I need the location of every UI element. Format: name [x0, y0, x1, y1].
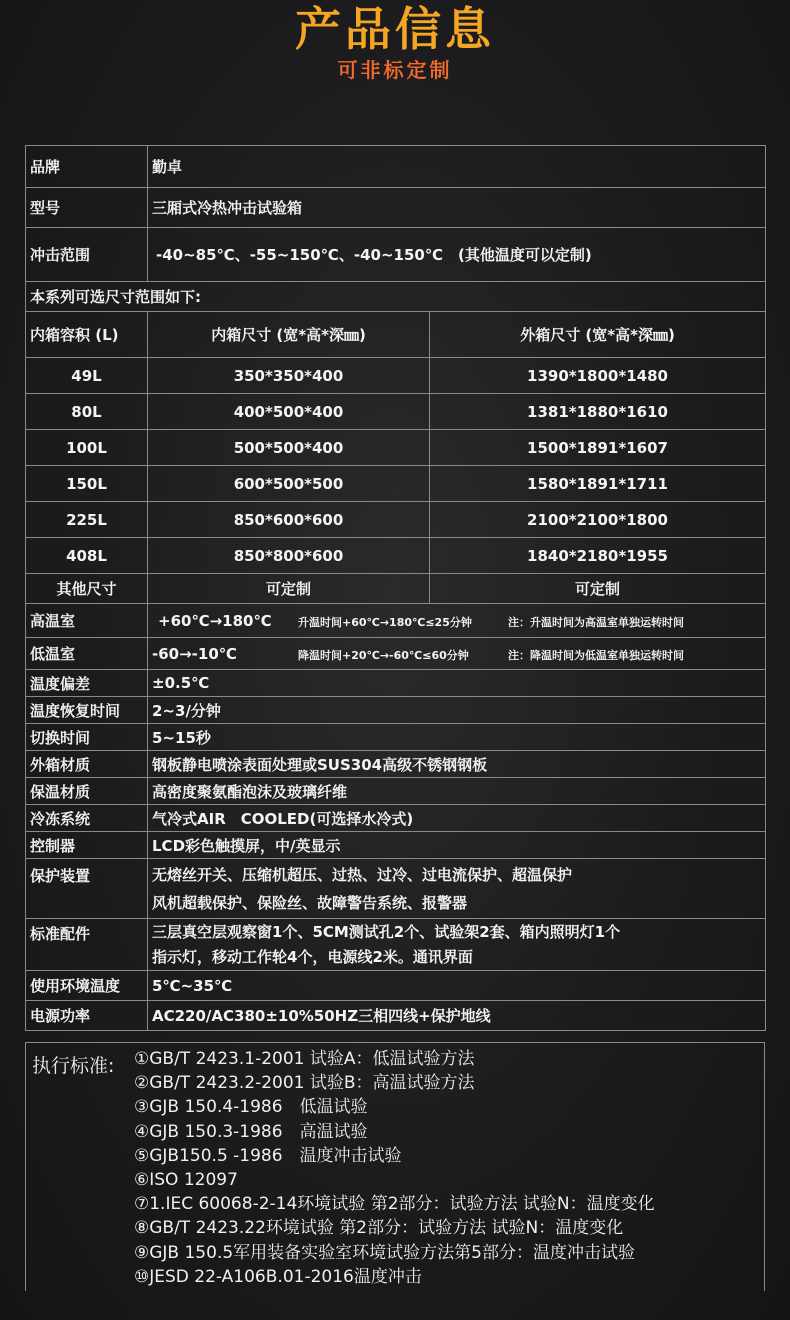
table-row: [26, 805, 766, 832]
model-label: 型号: [26, 188, 148, 228]
standard-item: ⑨GJB 150.5军用装备实验室环境试验方法第5部分：温度冲击试验: [134, 1242, 635, 1263]
param-label: 切换时间: [26, 724, 148, 751]
size-outer: 1580*1891*1711: [430, 466, 766, 502]
table-row: [26, 502, 766, 538]
param-label: 温度恢复时间: [26, 697, 148, 724]
standard-item: ⑧GB/T 2423.22环境试验 第2部分：试验方法 试验N：温度变化: [134, 1218, 624, 1239]
size-header-outer: 外箱尺寸 (宽*高*深㎜): [430, 312, 766, 358]
table-row: [26, 638, 766, 670]
size-inner: 850*600*600: [148, 502, 430, 538]
high-chamber-note: 注：升温时间为高温室单独运转时间: [508, 615, 684, 629]
size-volume: 150L: [26, 466, 148, 502]
size-inner: 500*500*400: [148, 430, 430, 466]
table-row: [26, 1001, 766, 1031]
brand-label: 品牌: [26, 146, 148, 188]
size-volume: 100L: [26, 430, 148, 466]
param-value: LCD彩色触摸屏，中/英显示: [148, 832, 766, 859]
page-subtitle: 可非标定制: [337, 58, 453, 82]
size-volume: 225L: [26, 502, 148, 538]
table-row: [26, 832, 766, 859]
protection-line-1: 无熔丝开关、压缩机超压、过热、过冷、过电流保护、超温保护: [152, 865, 573, 884]
standards-section: [25, 1042, 765, 1291]
low-chamber-value: [148, 638, 766, 670]
range-label: 冲击范围: [26, 228, 148, 282]
low-chamber-rate: 降温时间+20℃→-60℃≤60分钟: [298, 648, 469, 662]
table-row: [26, 971, 766, 1001]
environment-value: 5℃~35℃: [148, 971, 766, 1001]
param-value: 气冷式AIR COOLED(可选择水冷式): [148, 805, 766, 832]
series-note: 本系列可选尺寸范围如下:: [26, 282, 766, 312]
accessories-label: 标准配件: [26, 919, 148, 971]
size-outer: 1500*1891*1607: [430, 430, 766, 466]
standard-item: ①GB/T 2423.1-2001 试验A：低温试验方法: [134, 1049, 475, 1069]
page-title: 产品信息: [295, 2, 495, 56]
brand-value: 勤卓: [148, 146, 766, 188]
size-outer: 1390*1800*1480: [430, 358, 766, 394]
size-volume: 49L: [26, 358, 148, 394]
low-chamber-label: 低温室: [26, 638, 148, 670]
table-row: [26, 751, 766, 778]
param-value: ±0.5℃: [148, 670, 766, 697]
table-row: [26, 859, 766, 919]
standard-item: ⑥ISO 12097: [134, 1170, 238, 1191]
size-header-row: [26, 312, 766, 358]
param-label: 温度偏差: [26, 670, 148, 697]
size-inner: 400*500*400: [148, 394, 430, 430]
range-value: -40~85℃、-55~150℃、-40~150℃ (其他温度可以定制): [148, 228, 766, 282]
size-outer: 1381*1880*1610: [430, 394, 766, 430]
standard-item: ⑤GJB150.5 -1986 温度冲击试验: [134, 1145, 402, 1166]
power-value: AC220/AC380±10%50HZ三相四线+保护地线: [148, 1001, 766, 1031]
table-row: [26, 188, 766, 228]
accessories-line-2: 指示灯，移动工作轮4个，电源线2米。通讯界面: [152, 947, 473, 966]
high-chamber-label: 高温室: [26, 604, 148, 638]
standard-item: ④GJB 150.3-1986 高温试验: [134, 1121, 368, 1142]
table-row: [26, 574, 766, 604]
high-chamber-range: +60℃→180℃: [158, 611, 272, 630]
param-label: 保温材质: [26, 778, 148, 805]
param-label: 冷冻系统: [26, 805, 148, 832]
table-row: [26, 282, 766, 312]
low-chamber-note: 注：降温时间为低温室单独运转时间: [508, 648, 684, 662]
param-value: 2~3/分钟: [148, 697, 766, 724]
power-label: 电源功率: [26, 1001, 148, 1031]
size-inner: 350*350*400: [148, 358, 430, 394]
size-inner: 850*800*600: [148, 538, 430, 574]
table-row: [26, 146, 766, 188]
size-header-volume: 内箱容积 (L): [26, 312, 148, 358]
size-outer: 2100*2100*1800: [430, 502, 766, 538]
spec-table: [25, 145, 766, 1031]
high-chamber-value: [148, 604, 766, 638]
table-row: [26, 394, 766, 430]
table-row: [26, 697, 766, 724]
size-outer: 可定制: [430, 574, 766, 604]
standards-label: 执行标准:: [32, 1055, 115, 1077]
table-row: [26, 430, 766, 466]
high-chamber-rate: 升温时间+60℃→180℃≤25分钟: [298, 615, 472, 629]
standard-item: ⑦1.IEC 60068-2-14环境试验 第2部分：试验方法 试验N：温度变化: [134, 1194, 655, 1215]
param-value: 5~15秒: [148, 724, 766, 751]
environment-label: 使用环境温度: [26, 971, 148, 1001]
size-volume: 80L: [26, 394, 148, 430]
table-row: [26, 538, 766, 574]
standard-item: ②GB/T 2423.2-2001 试验B：高温试验方法: [134, 1073, 475, 1094]
model-value: 三厢式冷热冲击试验箱: [148, 188, 766, 228]
table-row: [26, 604, 766, 638]
standards-list: [134, 1047, 655, 1289]
size-inner: 可定制: [148, 574, 430, 604]
protection-value: [148, 859, 766, 919]
param-value: 高密度聚氨酯泡沫及玻璃纤维: [148, 778, 766, 805]
accessories-line-1: 三层真空层观察窗1个、5CM测试孔2个、试验架2套、箱内照明灯1个: [152, 922, 621, 941]
table-row: [26, 466, 766, 502]
protection-line-2: 风机超载保护、保险丝、故障警告系统、报警器: [152, 893, 468, 912]
accessories-value: [148, 919, 766, 971]
table-row: [26, 778, 766, 805]
standard-item: ⑩JESD 22-A106B.01-2016温度冲击: [134, 1266, 422, 1287]
table-row: [26, 919, 766, 971]
size-outer: 1840*2180*1955: [430, 538, 766, 574]
table-row: [26, 670, 766, 697]
param-label: 控制器: [26, 832, 148, 859]
param-label: 外箱材质: [26, 751, 148, 778]
low-chamber-range: -60→-10℃: [152, 644, 237, 663]
size-inner: 600*500*500: [148, 466, 430, 502]
table-row: [26, 358, 766, 394]
size-header-inner: 内箱尺寸 (宽*高*深㎜): [148, 312, 430, 358]
table-row: [26, 724, 766, 751]
param-value: 钢板静电喷涂表面处理或SUS304高级不锈钢钢板: [148, 751, 766, 778]
protection-label: 保护装置: [26, 859, 148, 919]
table-row: [26, 228, 766, 282]
size-volume: 408L: [26, 538, 148, 574]
size-volume: 其他尺寸: [26, 574, 148, 604]
standard-item: ③GJB 150.4-1986 低温试验: [134, 1097, 368, 1118]
